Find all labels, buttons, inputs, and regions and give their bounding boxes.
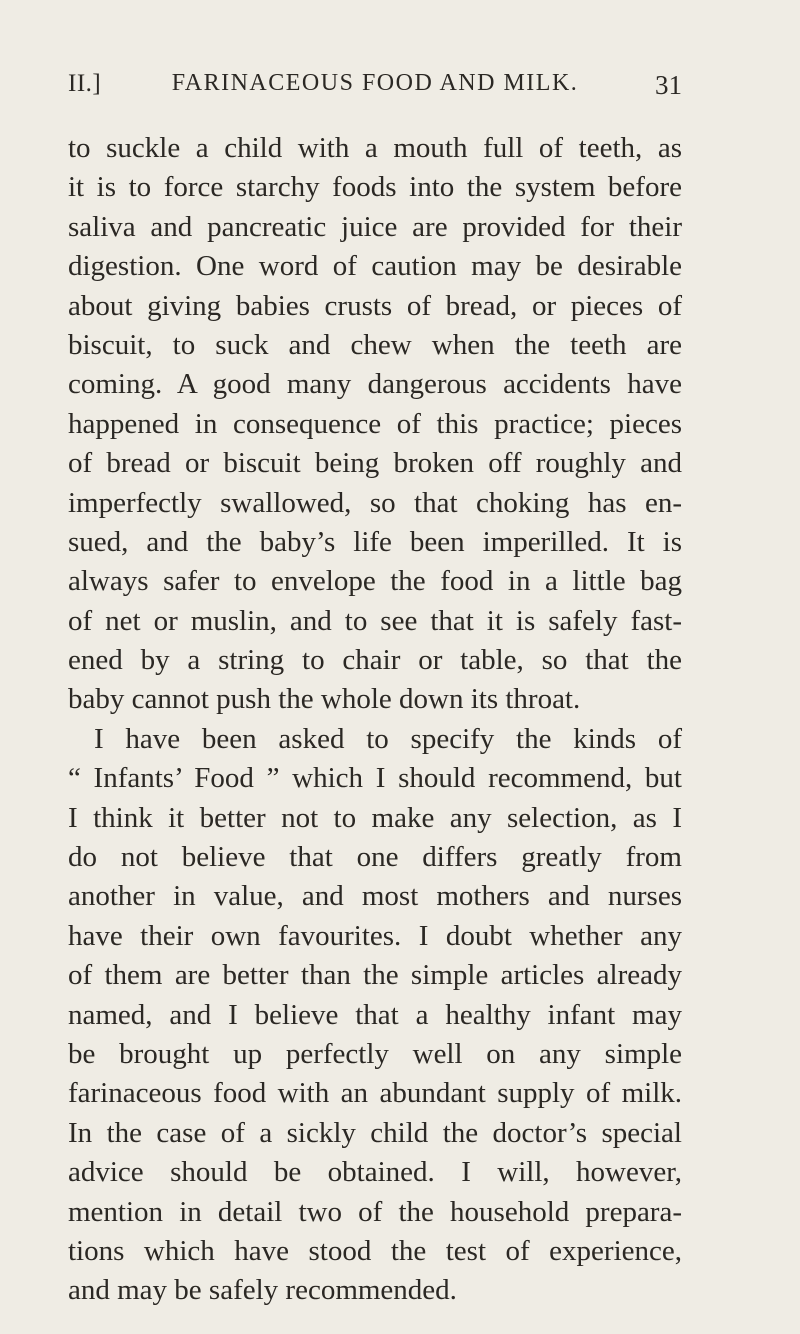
text-line: “ Infants’ Food ” which I should recommend, but <box>68 762 682 795</box>
text-line: I have been asked to specify the kinds of <box>94 722 682 755</box>
running-head <box>68 70 682 110</box>
text-line: tions which have stood the test of experience, <box>68 1234 682 1267</box>
text-line: farinaceous food with an abundant supply of milk. <box>68 1077 682 1110</box>
text-line: mention in detail two of the household prepara- <box>68 1195 682 1228</box>
text-line: do not believe that one differs greatly from <box>68 841 682 874</box>
text-line: imperfectly swallowed, so that choking has en- <box>68 486 682 519</box>
text-line: of bread or biscuit being broken off roughly and <box>68 447 682 480</box>
page-number: 31 <box>655 70 682 100</box>
body-text <box>68 129 682 1311</box>
text-line: sued, and the baby’s life been imperilled. It is <box>68 525 682 558</box>
text-line: In the case of a sickly child the doctor’s special <box>68 1116 682 1149</box>
text-line: digestion. One word of caution may be desirable <box>68 250 682 283</box>
text-line: it is to force starchy foods into the system before <box>68 171 682 204</box>
text-line: have their own favourites. I doubt whether any <box>68 919 682 952</box>
text-line: saliva and pancreatic juice are provided for their <box>68 210 682 243</box>
text-line: and may be safely recommended. <box>68 1274 457 1307</box>
running-title: FARINACEOUS FOOD AND MILK. <box>171 70 579 96</box>
text-line: of net or muslin, and to see that it is safely fast- <box>68 604 682 637</box>
text-line: to suckle a child with a mouth full of teeth, as <box>68 132 682 164</box>
paragraph <box>68 720 682 1311</box>
paragraph <box>68 129 682 720</box>
text-line: biscuit, to suck and chew when the teeth are <box>68 328 682 361</box>
text-line: of them are better than the simple articles already <box>68 959 682 992</box>
text-line: coming. A good many dangerous accidents have <box>68 368 682 401</box>
text-line: advice should be obtained. I will, however, <box>68 1156 682 1189</box>
text-line: baby cannot push the whole down its throat. <box>68 683 581 716</box>
text-line: ened by a string to chair or table, so that the <box>68 644 682 677</box>
text-line: I think it better not to make any selection, as I <box>68 801 682 834</box>
text-line: another in value, and most mothers and nurses <box>68 880 682 913</box>
text-line: always safer to envelope the food in a little bag <box>68 565 682 598</box>
text-line: named, and I believe that a healthy infant may <box>68 998 682 1031</box>
text-line: be brought up perfectly well on any simple <box>68 1037 682 1070</box>
text-line: about giving babies crusts of bread, or pieces of <box>68 289 682 322</box>
text-line: happened in consequence of this practice; pieces <box>68 407 682 440</box>
chapter-marker: II.] <box>68 70 102 97</box>
